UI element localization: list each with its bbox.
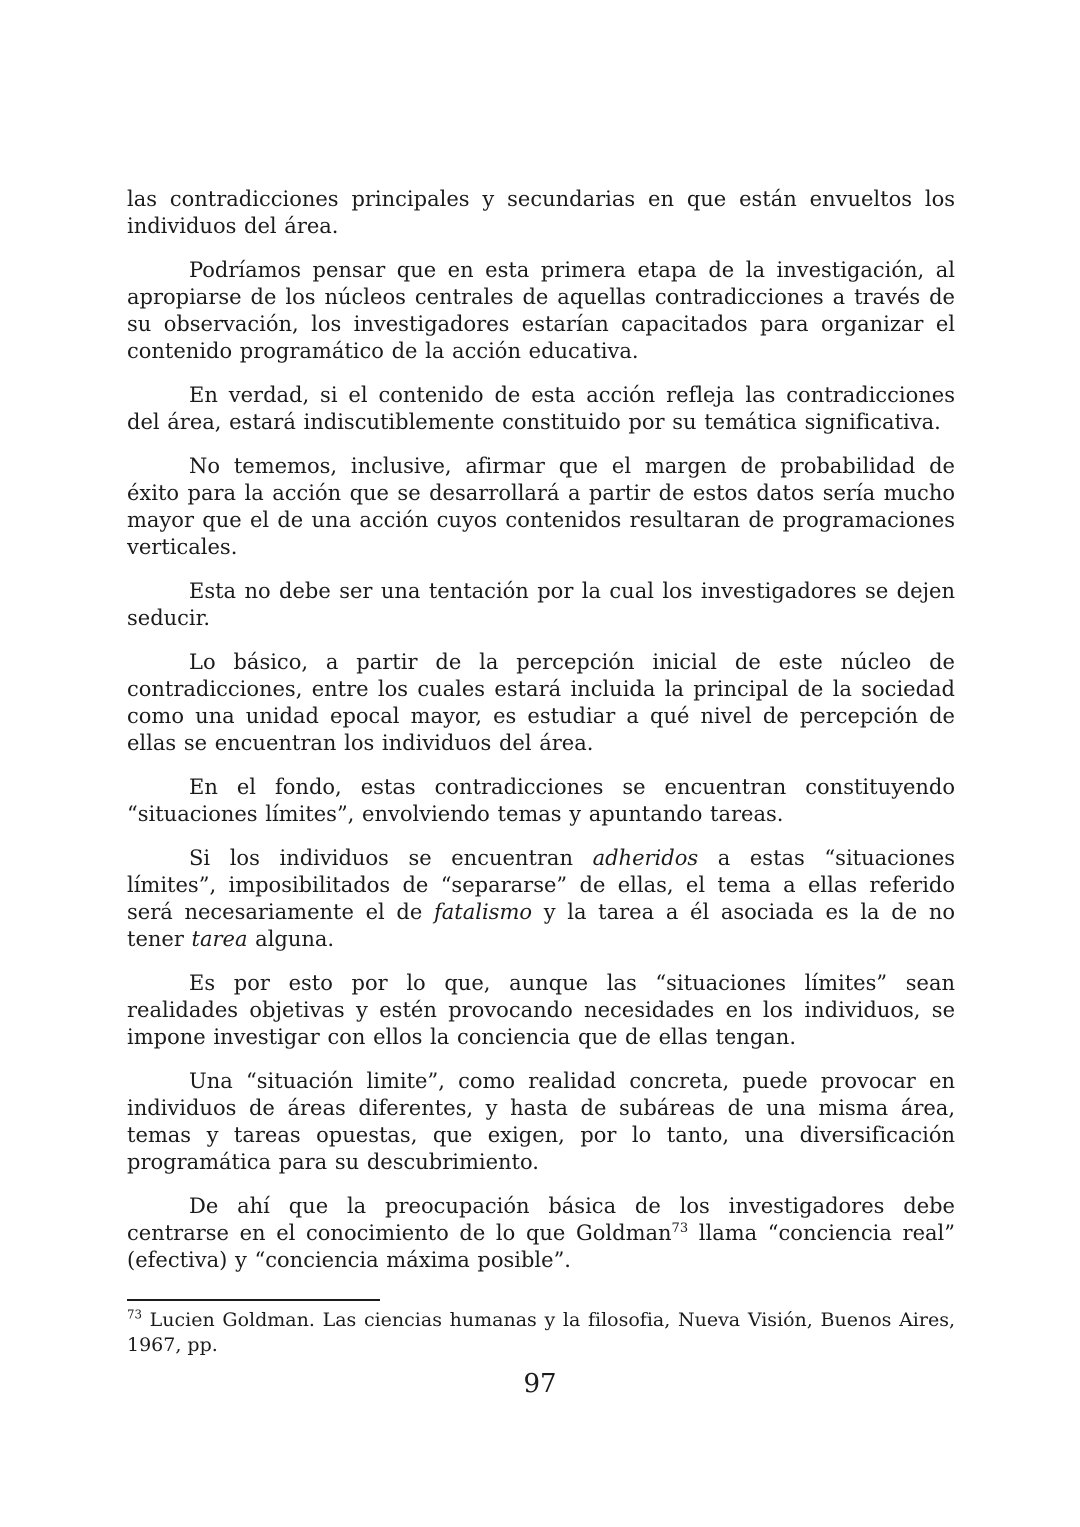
text-run: alguna.: [247, 927, 335, 951]
text-run: a estas “situaciones límites”, imposibilitados de “separarse” de ellas, el tema a ellas referido será necesariamente el de: [127, 846, 955, 924]
paragraph: [127, 1068, 955, 1176]
text-run: y la tarea a él asociada es la de no tener: [127, 900, 955, 951]
paragraph: [127, 845, 955, 953]
emphasized-text: adheridos: [592, 846, 699, 870]
text-run: Una “situación limite”, como realidad concreta, puede provocar en individuos de áreas diferentes, y hasta de subáreas de una misma área, temas y tareas opuestas, que exigen, por lo tanto, una diversificación programática para su descubrimiento.: [127, 1069, 955, 1174]
footnote-text: Lucien Goldman. Las ciencias humanas y la filosofia, Nueva Visión, Buenos Aires, 1967, pp.: [127, 1309, 955, 1356]
text-run: llama “conciencia real” (efectiva) y “conciencia máxima posible”.: [127, 1221, 956, 1272]
text-run: En el fondo, estas contradicciones se encuentran constituyendo “situaciones límites”, envolviendo temas y apuntando tareas.: [127, 775, 955, 826]
text-run: De ahí que la preocupación básica de los investigadores debe centrarse en el conocimiento de lo que Goldman: [127, 1194, 955, 1245]
emphasized-text: tarea: [191, 927, 248, 951]
text-run: Si los individuos se encuentran: [189, 846, 593, 870]
footnote-divider: [127, 1299, 380, 1301]
text-run: Esta no debe ser una tentación por la cual los investigadores se dejen seducir.: [127, 579, 955, 630]
footnote-reference: 73: [671, 1221, 689, 1236]
paragraph: [127, 774, 955, 828]
paragraph: [127, 382, 955, 436]
page-text-block: [127, 186, 955, 1291]
paragraph: [127, 649, 955, 757]
footnote-marker: 73: [127, 1307, 142, 1322]
text-run: No tememos, inclusive, afirmar que el margen de probabilidad de éxito para la acción que se desarrollará a partir de estos datos sería mucho mayor que el de una acción cuyos contenidos resultaran de programaciones verticales.: [127, 454, 955, 559]
paragraph: [127, 257, 955, 365]
emphasized-text: fatalismo: [433, 900, 533, 924]
text-run: Podríamos pensar que en esta primera etapa de la investigación, al apropiarse de los núcleos centrales de aquellas contradicciones a través de su observación, los investigadores estarían capacitados para organizar el contenido programático de la acción educativa.: [127, 258, 955, 363]
paragraph: [127, 1193, 955, 1274]
page-number: 97: [523, 1369, 557, 1399]
text-run: Es por esto por lo que, aunque las “situaciones límites” sean realidades objetivas y estén provocando necesidades en los individuos, se impone investigar con ellos la conciencia que de ellas tengan.: [127, 971, 955, 1049]
paragraph: [127, 453, 955, 561]
text-run: En verdad, si el contenido de esta acción refleja las contradicciones del área, estará indiscutiblemente constituido por su temática significativa.: [127, 383, 955, 434]
paragraph: [127, 970, 955, 1051]
paragraph: [127, 578, 955, 632]
paragraph: [127, 186, 955, 240]
text-run: Lo básico, a partir de la percepción inicial de este núcleo de contradicciones, entre los cuales estará incluida la principal de la sociedad como una unidad epocal mayor, es estudiar a qué nivel de percepción de ellas se encuentran los individuos del área.: [127, 650, 955, 755]
footnote: [127, 1308, 955, 1358]
text-run: las contradicciones principales y secundarias en que están envueltos los individuos del área.: [127, 187, 955, 238]
